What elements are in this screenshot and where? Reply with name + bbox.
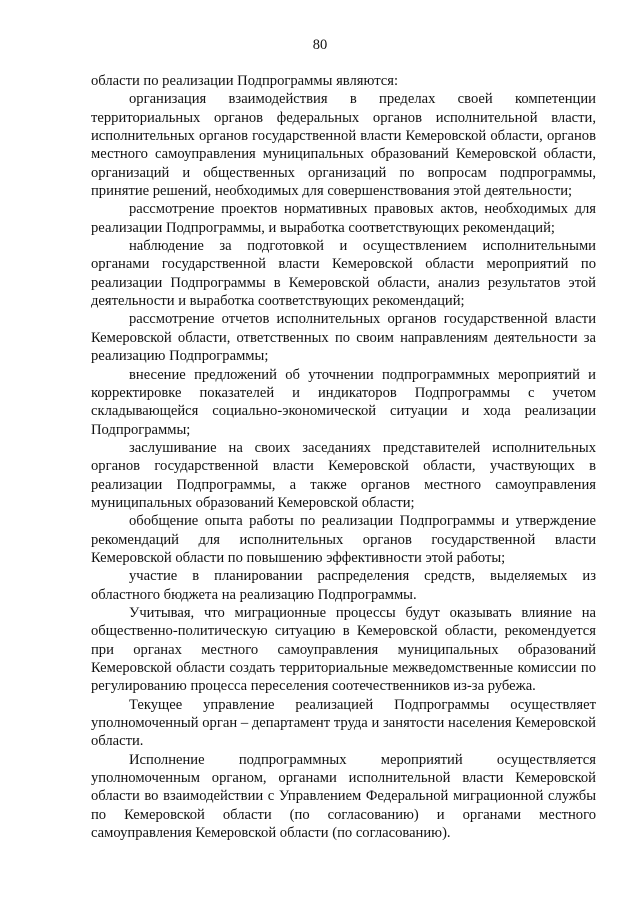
paragraph-interaction-organization: организация взаимодействия в пределах своей компетенции территориальных органов федеральных органов исполнительной власти, исполнительных органов государственной власти Кемеровской области, органов местного самоуправления муниципальных образований Кемеровской области, организаций и общественных организаций по вопросам подпрограммы, принятие решений, необходимых для совершенствования этой деятельности; [91, 91, 596, 200]
document-body [91, 72, 596, 842]
paragraph-monitoring: наблюдение за подготовкой и осуществлением исполнительными органами государственной власти Кемеровской области мероприятий по реализации Подпрограммы в Кемеровской области, анализ результатов этой деятельности и выработка соответствующих рекомендаций; [91, 238, 596, 310]
paragraph-intro-continuation: области по реализации Подпрограммы являются: [91, 73, 399, 89]
paragraph-execution: Исполнение подпрограммных мероприятий осуществляется уполномоченным органом, органами исполнительной власти Кемеровской области во взаимодействии с Управлением Федеральной миграционной службы по Кемеровской области (по согласованию) и органами местного самоуправления Кемеровской области (по согласованию). [91, 751, 596, 842]
paragraph-reports-review: рассмотрение отчетов исполнительных органов государственной власти Кемеровской области, ответственных по своим направлениям деятельности за реализацию Подпрограммы; [91, 311, 596, 365]
page-number: 80 [312, 37, 328, 53]
paragraph-experience-summary: обобщение опыта работы по реализации Подпрограммы и утверждение рекомендаций для исполнительных органов государственной власти Кемеровской области по повышению эффективности этой работы; [91, 513, 596, 566]
paragraph-hearings: заслушивание на своих заседаниях представителей исполнительных органов государственной власти Кемеровской области, участвующих в реализации Подпрограммы, а также органов местного самоуправления муниципальных образований Кемеровской области; [91, 439, 596, 511]
paragraph-migration-commissions: Учитывая, что миграционные процессы будут оказывать влияние на общественно-политическую ситуацию в Кемеровской области, рекомендуется при органах местного самоуправления муниципальных образований Кемеровской области создать территориальные межведомственные комиссии по регулированию процесса переселения соотечественников из-за рубежа. [91, 604, 596, 695]
paragraph-proposals: внесение предложений об уточнении подпрограммных мероприятий и корректировке показателей и индикаторов Подпрограммы с учетом складывающейся социально-экономической ситуации и хода реализации Подпрограммы; [91, 366, 596, 438]
paragraph-legal-acts-review: рассмотрение проектов нормативных правовых актов, необходимых для реализации Подпрограммы, и выработка соответствующих рекомендаций; [91, 201, 596, 236]
paragraph-current-management: Текущее управление реализацией Подпрограммы осуществляет уполномоченный орган – департамент труда и занятости населения Кемеровской области. [91, 696, 596, 750]
paragraph-budget-planning: участие в планировании распределения средств, выделяемых из областного бюджета на реализацию Подпрограммы. [91, 568, 596, 603]
